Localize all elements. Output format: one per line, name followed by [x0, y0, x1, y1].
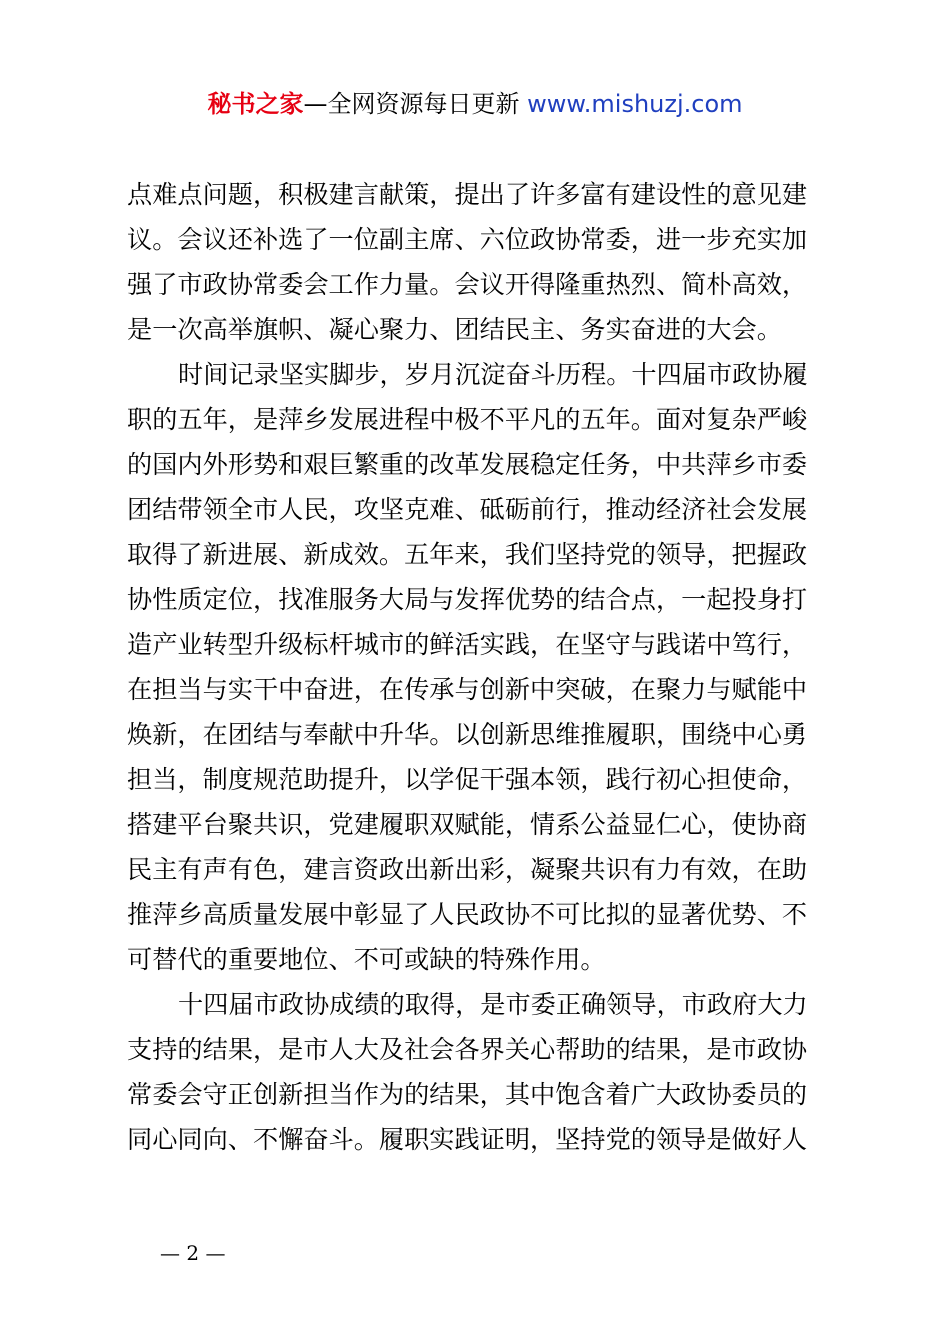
text-line: 是一次高举旗帜、凝心聚力、团结民主、务实奋进的大会。	[127, 315, 782, 344]
text-line: 强了市政协常委会工作力量。会议开得隆重热烈、简朴高效，	[127, 270, 808, 299]
brand-name: 秘书之家	[207, 90, 304, 118]
document-body	[127, 172, 833, 1162]
paragraph-first-line: 时间记录坚实脚步，岁月沉淀奋斗历程。十四届市政协履	[178, 360, 808, 389]
text-line: 担当，制度规范助提升，以学促干强本领，践行初心担使命，	[127, 765, 808, 794]
text-line: 可替代的重要地位、不可或缺的特殊作用。	[127, 945, 606, 974]
site-url-link[interactable]: www.mishuzj.com	[527, 90, 743, 118]
text-line: 议。会议还补选了一位副主席、六位政协常委，进一步充实加	[127, 225, 808, 254]
text-line: 在担当与实干中奋进，在传承与创新中突破，在聚力与赋能中	[127, 675, 808, 704]
text-line: 造产业转型升级标杆城市的鲜活实践，在坚守与践诺中笃行，	[127, 630, 808, 659]
text-line: 的国内外形势和艰巨繁重的改革发展稳定任务，中共萍乡市委	[127, 450, 808, 479]
page-number: — 2 —	[160, 1241, 226, 1265]
text-line: 支持的结果，是市人大及社会各界关心帮助的结果，是市政协	[127, 1035, 808, 1064]
text-line: 焕新，在团结与奉献中升华。以创新思维推履职，围绕中心勇	[127, 720, 808, 749]
text-line: 协性质定位，找准服务大局与发挥优势的结合点，一起投身打	[127, 585, 808, 614]
text-line: 搭建平台聚共识，党建履职双赋能，情系公益显仁心，使协商	[127, 810, 808, 839]
text-line: 点难点问题，积极建言献策，提出了许多富有建设性的意见建	[127, 180, 808, 209]
site-header	[0, 86, 950, 122]
text-line: 同心同向、不懈奋斗。履职实践证明，坚持党的领导是做好人	[127, 1125, 808, 1154]
paragraph-first-line: 十四届市政协成绩的取得，是市委正确领导，市政府大力	[178, 990, 808, 1019]
text-line: 推萍乡高质量发展中彰显了人民政协不可比拟的显著优势、不	[127, 900, 808, 929]
text-line: 职的五年，是萍乡发展进程中极不平凡的五年。面对复杂严峻	[127, 405, 808, 434]
text-line: 民主有声有色，建言资政出新出彩，凝聚共识有力有效，在助	[127, 855, 808, 884]
header-slogan: —全网资源每日更新	[303, 90, 528, 118]
text-line: 常委会守正创新担当作为的结果，其中饱含着广大政协委员的	[127, 1080, 808, 1109]
text-line: 取得了新进展、新成效。五年来，我们坚持党的领导，把握政	[127, 540, 808, 569]
text-line: 团结带领全市人民，攻坚克难、砥砺前行，推动经济社会发展	[127, 495, 808, 524]
